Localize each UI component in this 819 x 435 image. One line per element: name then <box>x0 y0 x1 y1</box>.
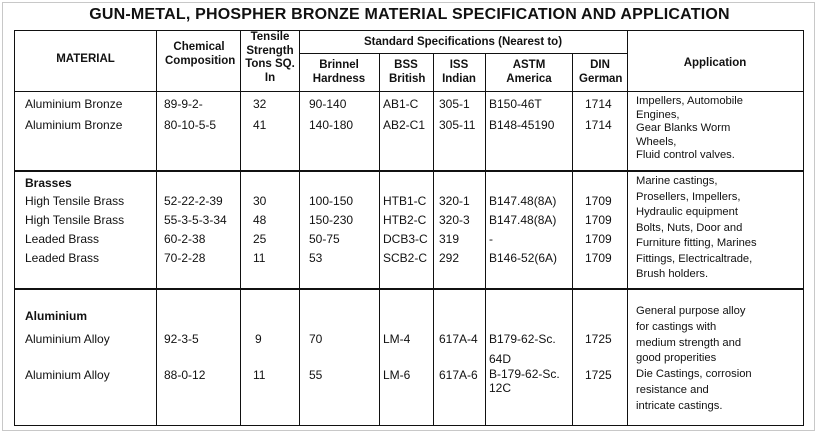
cell-iss: 320-1 <box>439 194 470 208</box>
cell-application: Impellers, Automobile Engines, Gear Blanks Worm Wheels, Fluid control valves. <box>636 95 743 161</box>
cell-iss: 292 <box>439 251 460 265</box>
group-heading-aluminium: Aluminium <box>25 309 87 323</box>
cell-iss: 617A-4 <box>439 332 478 346</box>
cell-material: High Tensile Brass <box>25 194 125 208</box>
cell-astm: 64D B-179-62-Sc. 12C <box>489 352 560 395</box>
cell-brinnel: 50-75 <box>309 232 340 246</box>
header-brinnel-hardness: Brinnel Hardness <box>312 59 366 85</box>
cell-astm: B146-52(6A) <box>489 251 558 265</box>
cell-din: 1714 <box>585 118 612 132</box>
cell-chemical: 80-10-5-5 <box>164 118 217 132</box>
cell-astm: B148-45190 <box>489 118 555 132</box>
header-tensile-strength: Tensile Strength Tons SQ. In <box>245 31 295 84</box>
cell-bss: SCB2-C <box>383 251 428 265</box>
cell-din: 1709 <box>585 251 612 265</box>
cell-bss: AB2-C1 <box>383 118 426 132</box>
cell-bss: AB1-C <box>383 97 419 111</box>
header-application: Application <box>683 57 747 69</box>
cell-iss: 305-1 <box>439 97 470 111</box>
cell-chemical: 89-9-2- <box>164 97 203 111</box>
cell-astm: B179-62-Sc. <box>489 332 556 346</box>
cell-din: 1709 <box>585 213 612 227</box>
cell-astm: - <box>489 232 493 246</box>
cell-bss: LM-4 <box>383 332 411 346</box>
cell-tensile: 11 <box>253 368 266 382</box>
group-divider <box>15 170 803 172</box>
header-din-german: DIN German <box>579 59 623 85</box>
cell-chemical: 92-3-5 <box>164 332 199 346</box>
cell-material: Leaded Brass <box>25 232 100 246</box>
cell-tensile: 30 <box>253 194 267 208</box>
cell-chemical: 88-0-12 <box>164 368 206 382</box>
cell-brinnel: 90-140 <box>309 97 347 111</box>
cell-chemical: 55-3-5-3-34 <box>164 213 227 227</box>
cell-material: Aluminium Alloy <box>25 368 110 382</box>
cell-chemical: 60-2-38 <box>164 232 206 246</box>
specification-table <box>14 30 804 426</box>
cell-din: 1725 <box>585 332 612 346</box>
cell-material: Aluminium Bronze <box>25 97 123 111</box>
cell-astm: B147.48(8A) <box>489 213 557 227</box>
cell-din: 1709 <box>585 194 612 208</box>
col-divider <box>485 53 486 425</box>
cell-bss: LM-6 <box>383 368 411 382</box>
header-material: MATERIAL <box>56 53 115 65</box>
cell-bss: HTB2-C <box>383 213 427 227</box>
cell-iss: 320-3 <box>439 213 470 227</box>
group-heading-brasses: Brasses <box>25 176 72 190</box>
cell-tensile: 11 <box>253 251 266 265</box>
cell-material: High Tensile Brass <box>25 213 125 227</box>
header-bss-british: BSS British <box>389 59 426 85</box>
cell-din: 1709 <box>585 232 612 246</box>
cell-iss: 305-11 <box>439 118 476 132</box>
col-divider <box>572 53 573 425</box>
cell-brinnel: 53 <box>309 251 323 265</box>
cell-din: 1714 <box>585 97 612 111</box>
cell-material: Aluminium Alloy <box>25 332 110 346</box>
cell-tensile: 41 <box>253 118 267 132</box>
header-chemical-composition: Chemical Composition <box>165 41 236 67</box>
document-title: GUN-METAL, PHOSPHER BRONZE MATERIAL SPECIFICATION AND APPLICATION <box>89 6 730 23</box>
cell-brinnel: 140-180 <box>309 118 354 132</box>
cell-astm: B150-46T <box>489 97 542 111</box>
col-divider <box>433 53 434 425</box>
cell-tensile: 25 <box>253 232 267 246</box>
header-iss-indian: ISS Indian <box>442 59 476 85</box>
cell-application: Marine castings, Prosellers, Impellers, Hydraulic equipment Bolts, Nuts, Door and Furniture fitting, Marines Fittings, Electricaltrade, Brush holders. <box>636 175 757 280</box>
cell-din: 1725 <box>585 368 612 382</box>
cell-tensile: 48 <box>253 213 267 227</box>
cell-bss: DCB3-C <box>383 232 428 246</box>
cell-bss: HTB1-C <box>383 194 427 208</box>
cell-tensile: 32 <box>253 97 267 111</box>
cell-material: Leaded Brass <box>25 251 100 265</box>
col-divider <box>379 53 380 425</box>
cell-brinnel: 70 <box>309 332 323 346</box>
cell-chemical: 70-2-28 <box>164 251 206 265</box>
cell-iss: 319 <box>439 232 460 246</box>
cell-brinnel: 55 <box>309 368 323 382</box>
cell-chemical: 52-22-2-39 <box>164 194 223 208</box>
cell-brinnel: 100-150 <box>309 194 354 208</box>
cell-astm: B147.48(8A) <box>489 194 557 208</box>
header-standard-specifications: Standard Specifications (Nearest to) <box>363 36 563 48</box>
group-divider <box>15 288 803 290</box>
subheader-divider <box>299 53 627 54</box>
cell-material: Aluminium Bronze <box>25 118 123 132</box>
cell-iss: 617A-6 <box>439 368 478 382</box>
cell-application: General purpose alloy for castings with medium strength and good properities Die Castings, corrosion resistance and intricate castings. <box>636 305 752 412</box>
header-divider <box>15 91 803 92</box>
cell-tensile: 9 <box>255 332 262 346</box>
header-astm-america: ASTM America <box>506 59 552 85</box>
cell-brinnel: 150-230 <box>309 213 354 227</box>
